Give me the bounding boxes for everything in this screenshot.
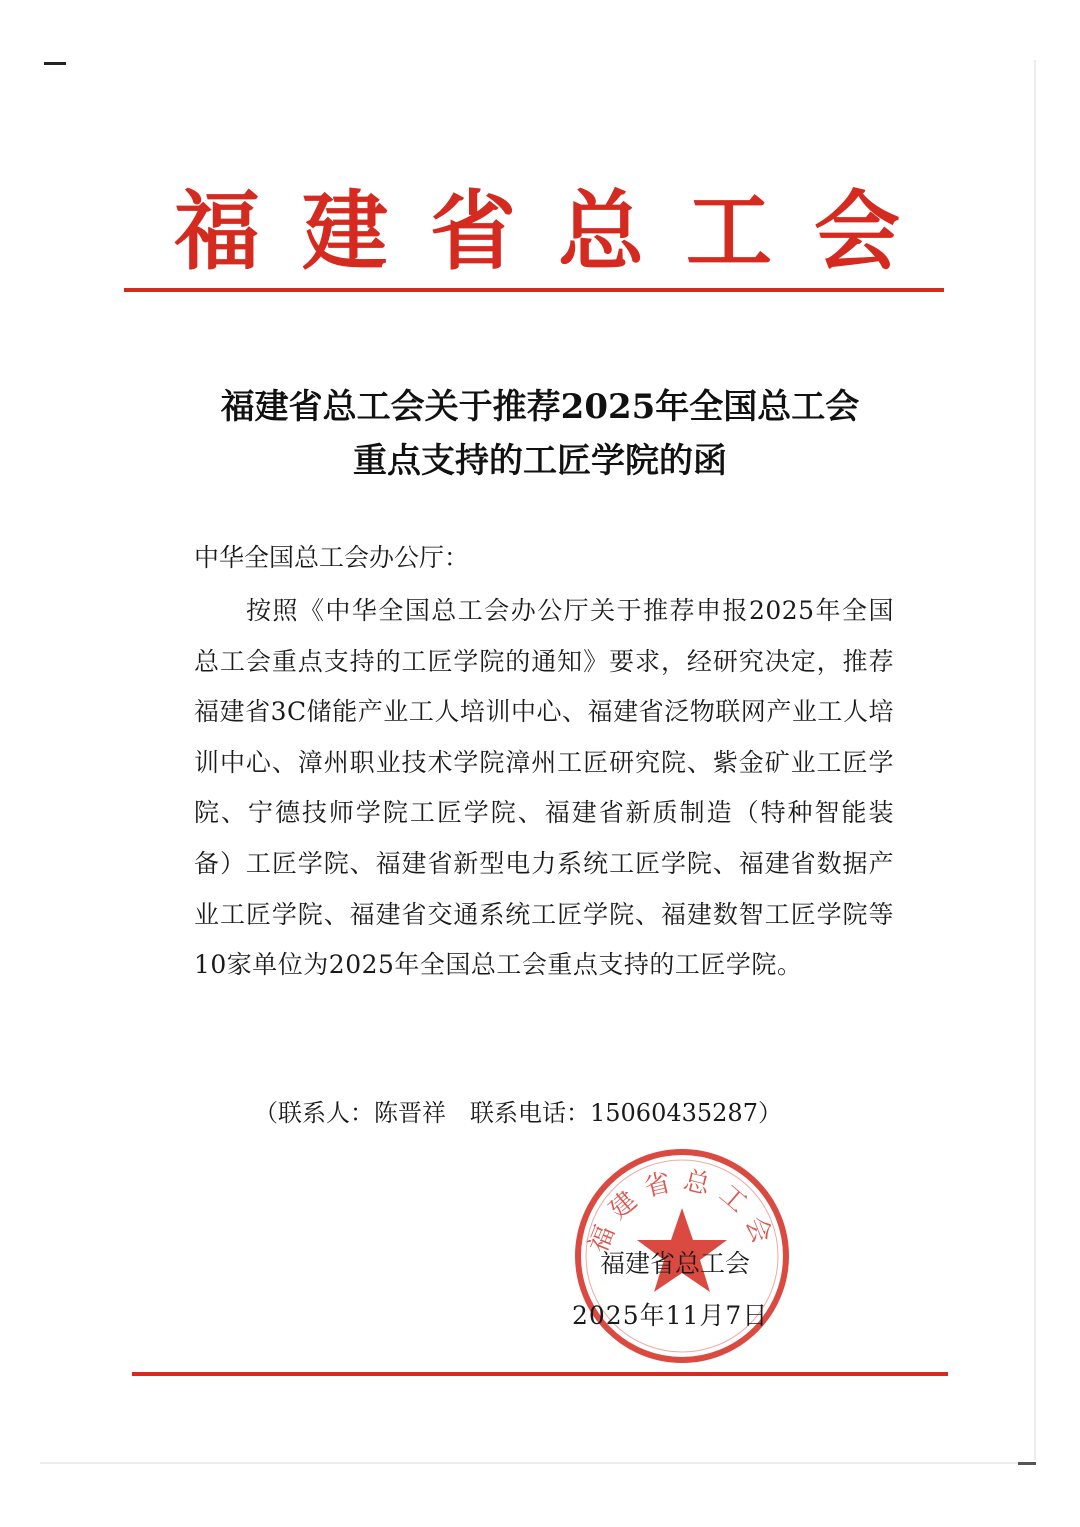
footer-divider xyxy=(132,1372,948,1376)
contact-info: （联系人：陈晋祥 联系电话：15060435287） xyxy=(254,1099,782,1127)
letterhead-divider xyxy=(124,288,944,292)
title-line-2: 重点支持的工匠学院的函 xyxy=(353,441,727,481)
signature-org: 福建省总工会 xyxy=(600,1249,751,1278)
letterhead-char: 总 xyxy=(558,181,644,282)
body-paragraph: 按照《中华全国总工会办公厅关于推荐申报2025年全国总工会重点支持的工匠学院的通知》要求，经研究决定，推荐福建省3C储能产业工人培训中心、福建省泛物联网产业工人培训中心、漳州职业技术学院漳州工匠研究院、紫金矿业工匠学院、宁德技师学院工匠学院、福建省新质制造（特种智能装备）工匠学院、福建省新型电力系统工匠学院、福建省数据产业工匠学院、福建省交通系统工匠学院、福建数智工匠学院等10家单位为2025年全国总工会重点支持的工匠学院。 xyxy=(194,596,895,980)
scan-edge-right xyxy=(1034,60,1036,1460)
letterhead-char: 福 xyxy=(174,181,260,282)
seal-text: 福建省总工会 xyxy=(583,1165,781,1257)
corner-mark xyxy=(1018,1462,1036,1465)
letterhead xyxy=(124,178,944,286)
letterhead-char: 工 xyxy=(686,181,772,282)
letterhead-char: 会 xyxy=(814,181,900,282)
letterhead-char: 建 xyxy=(302,181,388,282)
scan-edge-bottom xyxy=(40,1462,1035,1464)
scan-mark xyxy=(44,62,66,65)
signature-date: 2025年11月7日 xyxy=(572,1301,769,1330)
letterhead-char: 省 xyxy=(430,181,516,282)
addressee: 中华全国总工会办公厅： xyxy=(194,543,470,572)
document-title xyxy=(150,380,930,488)
title-line-1: 福建省总工会关于推荐2025年全国总工会 xyxy=(220,387,860,427)
